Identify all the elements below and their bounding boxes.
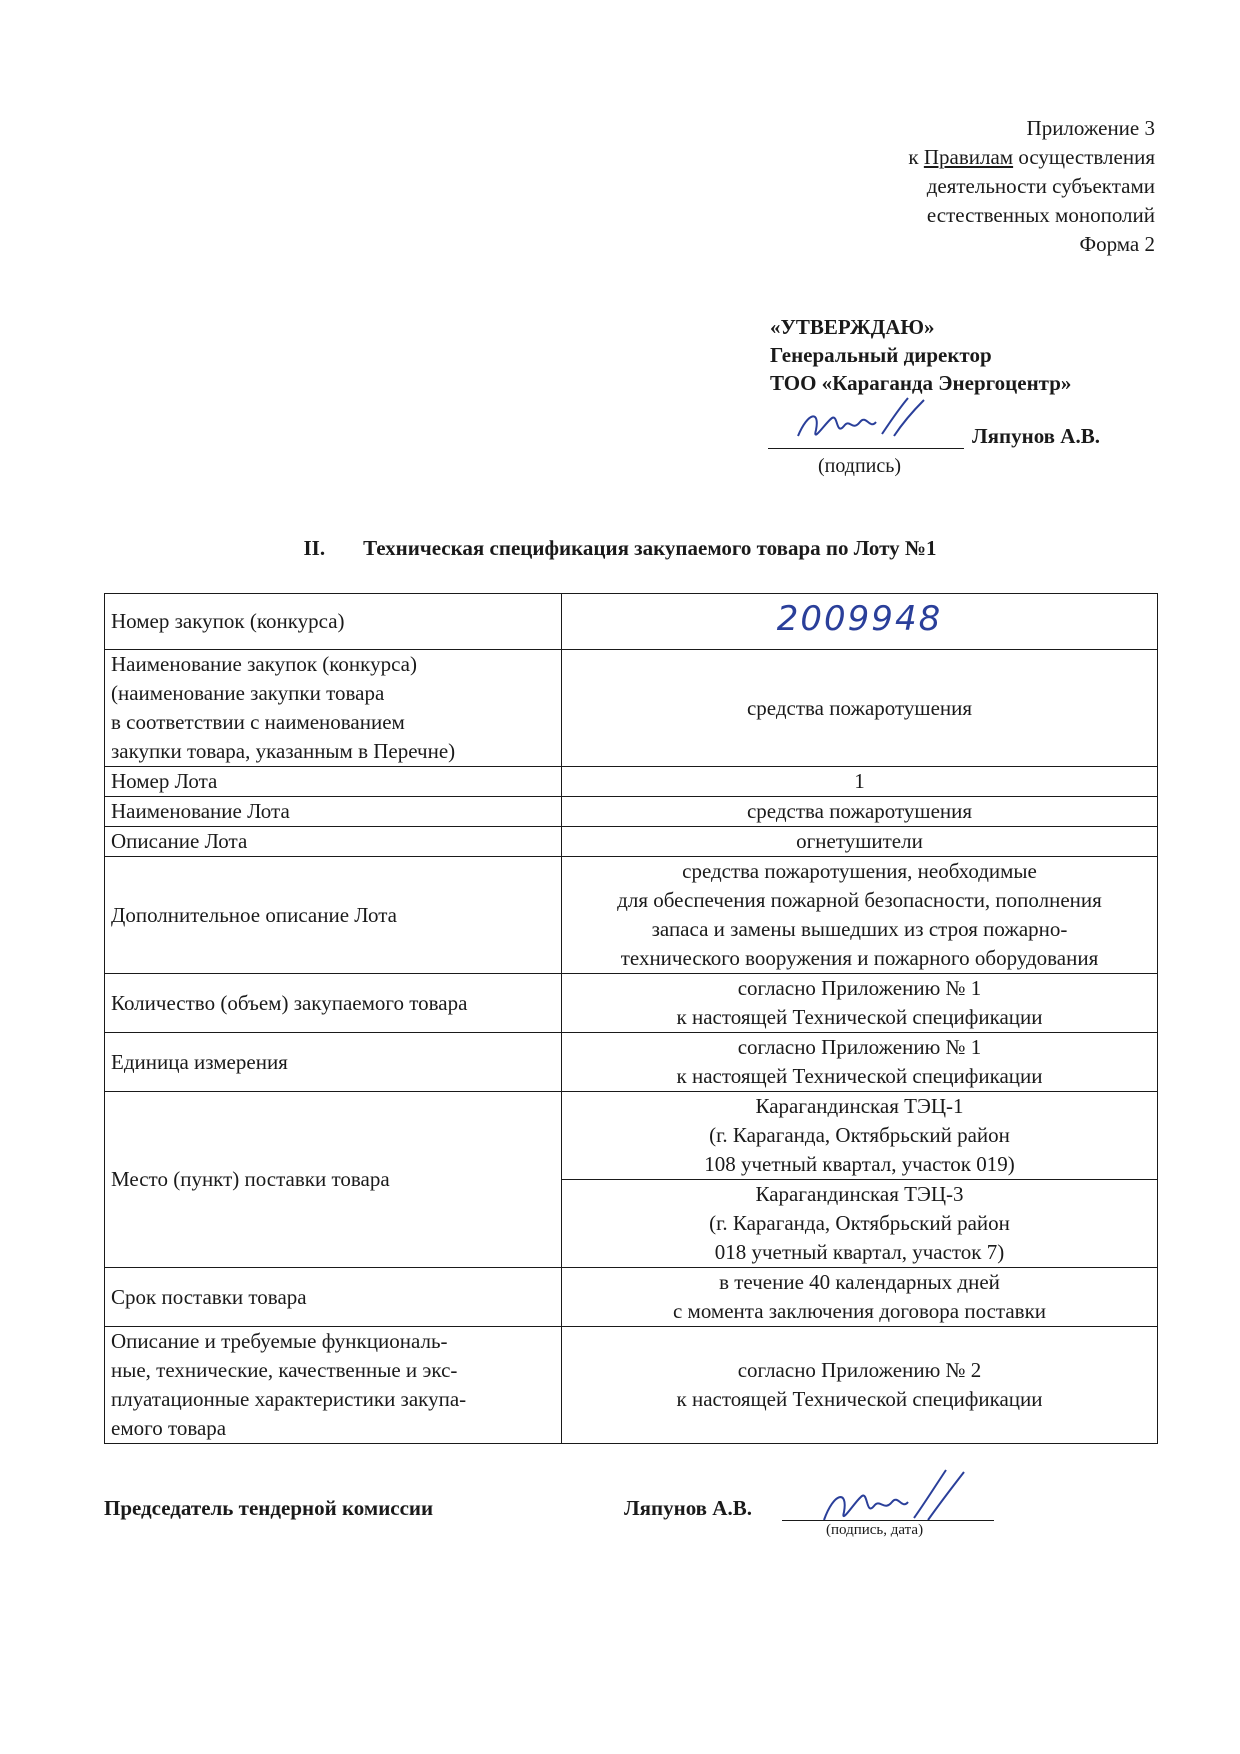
quantity-label: Количество (объем) закупаемого товара	[105, 974, 562, 1033]
table-row	[105, 1327, 1158, 1444]
extra-description-label: Дополнительное описание Лота	[105, 857, 562, 974]
purchase-name-value: средства пожаротушения	[562, 650, 1158, 767]
cell-line: емого товара	[111, 1416, 227, 1440]
table-row	[105, 797, 1158, 827]
delivery-place-value-1	[562, 1092, 1158, 1180]
cell-line: (г. Караганда, Октябрьский район	[709, 1123, 1010, 1147]
cell-line: с момента заключения договора поставки	[672, 1299, 1047, 1323]
rules-link[interactable]: Правилам	[923, 145, 1014, 169]
approval-organization: ТОО «Караганда Энергоцентр»	[770, 371, 1072, 395]
table-row	[105, 857, 1158, 974]
purchase-number-value	[562, 594, 1158, 650]
table-row	[105, 974, 1158, 1033]
lot-description-label: Описание Лота	[105, 827, 562, 857]
lot-number-label: Номер Лота	[105, 767, 562, 797]
cell-line: согласно Приложению № 1	[737, 1035, 982, 1059]
table-row	[105, 1033, 1158, 1092]
cell-line: согласно Приложению № 2	[737, 1358, 982, 1382]
cell-line: 108 учетный квартал, участок 019)	[704, 1152, 1015, 1176]
section-title-text: Техническая спецификация закупаемого товара по Лоту №1	[363, 536, 937, 560]
lot-name-label: Наименование Лота	[105, 797, 562, 827]
delivery-term-value	[562, 1268, 1158, 1327]
specification-table	[104, 593, 1158, 1444]
approval-signature-line	[768, 424, 964, 449]
table-row	[105, 1092, 1158, 1180]
appendix-line-3: деятельности субъектами	[926, 174, 1155, 198]
appendix-line-1: Приложение 3	[1026, 116, 1155, 140]
table-row	[105, 767, 1158, 797]
lot-number-value: 1	[562, 767, 1158, 797]
chair-signature-caption: (подпись, дата)	[826, 1522, 924, 1538]
specification-label	[105, 1327, 562, 1444]
chair-label: Председатель тендерной комиссии	[104, 1496, 434, 1520]
cell-line: Описание и требуемые функциональ-	[111, 1329, 448, 1353]
appendix-line-2	[908, 143, 1155, 172]
appendix-line-4: естественных монополий	[926, 203, 1155, 227]
appendix-line-2-suffix: осуществления	[1013, 145, 1155, 169]
section-title	[0, 536, 1240, 561]
cell-line: технического вооружения и пожарного оборудования	[620, 946, 1099, 970]
cell-line: к настоящей Технической спецификации	[676, 1064, 1043, 1088]
table-row	[105, 827, 1158, 857]
cell-line: Карагандинская ТЭЦ-1	[755, 1094, 964, 1118]
quantity-value	[562, 974, 1158, 1033]
cell-line: к настоящей Технической спецификации	[676, 1005, 1043, 1029]
unit-label: Единица измерения	[105, 1033, 562, 1092]
approval-heading: «УТВЕРЖДАЮ»	[770, 315, 935, 339]
approval-signer-name: Ляпунов А.В.	[972, 424, 1100, 448]
extra-description-value	[562, 857, 1158, 974]
handwritten-purchase-number: 2009948	[776, 599, 943, 639]
cell-line: согласно Приложению № 1	[737, 976, 982, 1000]
cell-line: Наименование закупок (конкурса)	[111, 652, 417, 676]
cell-line: средства пожаротушения, необходимые	[682, 859, 1037, 883]
table-row	[105, 650, 1158, 767]
cell-line: (наименование закупки товара	[111, 681, 385, 705]
section-number: II.	[303, 536, 326, 560]
specification-value	[562, 1327, 1158, 1444]
table-row	[105, 594, 1158, 650]
chair-name: Ляпунов А.В.	[624, 1496, 752, 1520]
approval-block	[770, 313, 1071, 397]
purchase-name-label	[105, 650, 562, 767]
cell-line: Карагандинская ТЭЦ-3	[755, 1182, 964, 1206]
cell-line: запаса и замены вышедших из строя пожарно-	[651, 917, 1068, 941]
approval-position: Генеральный директор	[770, 343, 992, 367]
cell-line: плуатационные характеристики закупа-	[111, 1387, 467, 1411]
lot-name-value: средства пожаротушения	[562, 797, 1158, 827]
appendix-form-number: Форма 2	[1079, 232, 1155, 256]
approval-signature-caption: (подпись)	[818, 455, 902, 477]
cell-line: к настоящей Технической спецификации	[676, 1387, 1043, 1411]
purchase-number-label: Номер закупок (конкурса)	[105, 594, 562, 650]
delivery-place-value-2	[562, 1180, 1158, 1268]
chair-signature-line	[782, 1496, 994, 1521]
cell-line: в соответствии с наименованием	[111, 710, 405, 734]
appendix-header	[908, 114, 1155, 259]
table-row	[105, 1268, 1158, 1327]
cell-line: (г. Караганда, Октябрьский район	[709, 1211, 1010, 1235]
delivery-term-label: Срок поставки товара	[105, 1268, 562, 1327]
cell-line: для обеспечения пожарной безопасности, пополнения	[617, 888, 1102, 912]
cell-line: в течение 40 календарных дней	[719, 1270, 1000, 1294]
delivery-place-label: Место (пункт) поставки товара	[105, 1092, 562, 1268]
appendix-line-2-prefix: к	[908, 145, 924, 169]
unit-value	[562, 1033, 1158, 1092]
cell-line: 018 учетный квартал, участок 7)	[714, 1240, 1005, 1264]
lot-description-value: огнетушители	[562, 827, 1158, 857]
cell-line: ные, технические, качественные и экс-	[111, 1358, 458, 1382]
cell-line: закупки товара, указанным в Перечне)	[111, 739, 456, 763]
